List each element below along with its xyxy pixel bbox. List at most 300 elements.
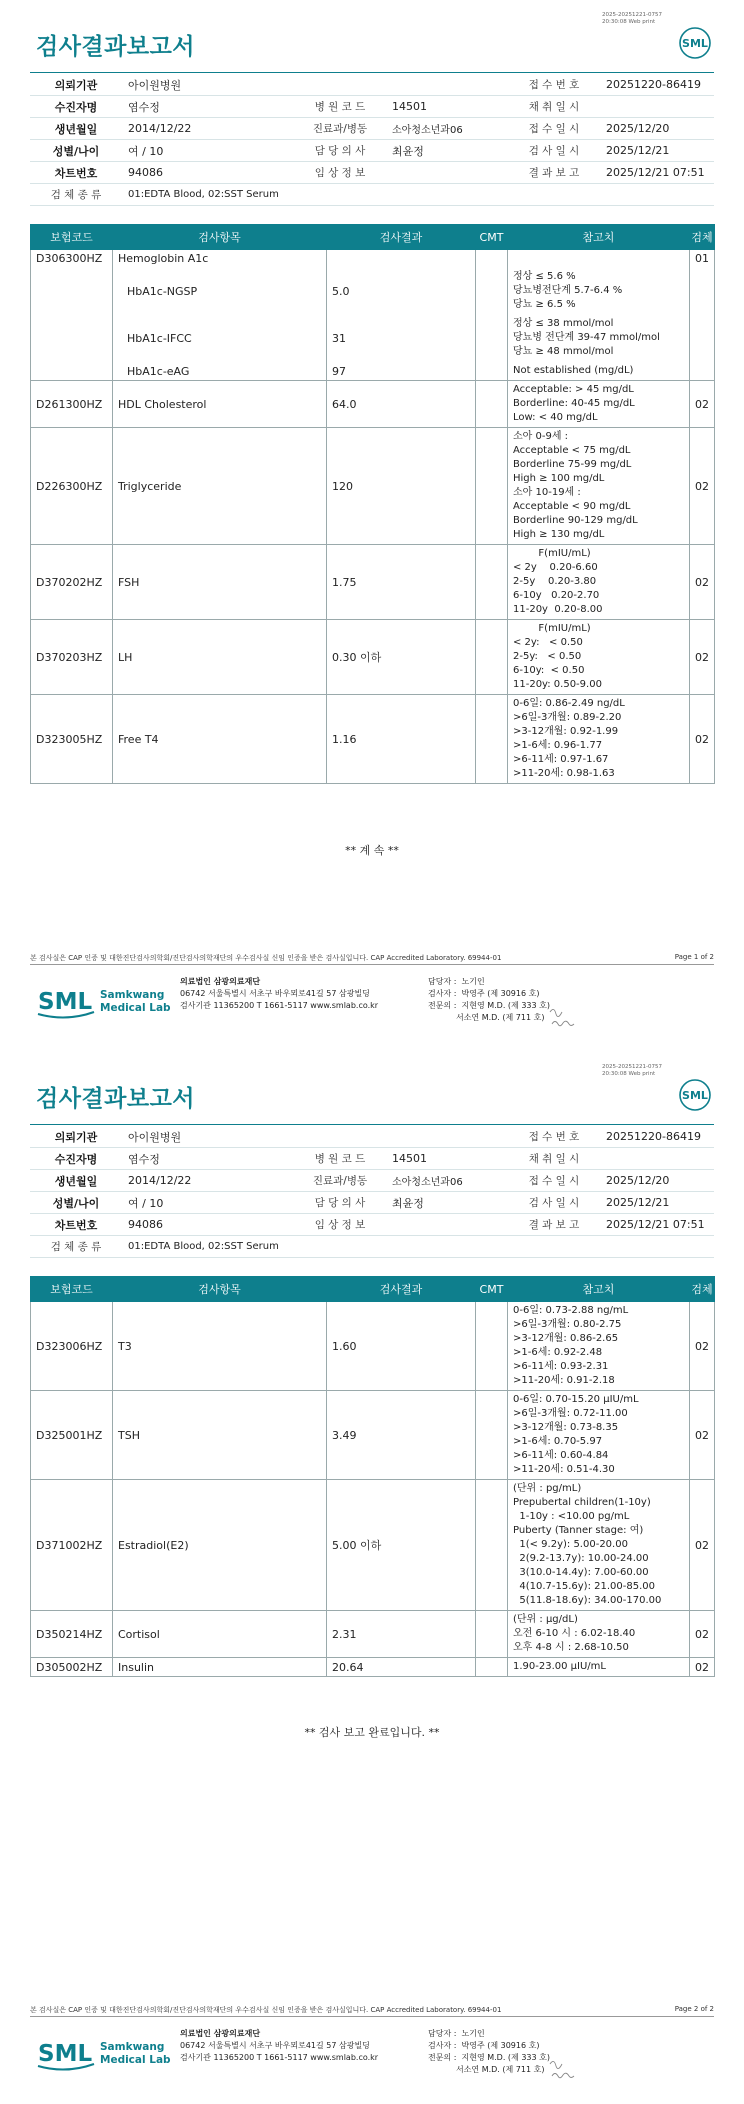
- info-value: [386, 1126, 508, 1148]
- reference-range: [508, 250, 690, 268]
- brand-line-1: Samkwang: [100, 989, 165, 1001]
- reference-range: [508, 620, 690, 695]
- result-row: [31, 381, 715, 428]
- test-name: TSH: [113, 1391, 327, 1480]
- info-label: 차트번호: [30, 1214, 122, 1236]
- results-header-row: [31, 225, 715, 250]
- info-label: 결 과 보 고: [508, 1214, 600, 1236]
- staff-line: 전문의 : 지현영 M.D. (제 333 호): [428, 2053, 550, 2062]
- result-row: [31, 268, 715, 315]
- completion-note: ** 검사 보고 완료입니다. **: [304, 1726, 440, 1739]
- signature-icon: [544, 2056, 584, 2086]
- lab-address: 06742 서울특별시 서초구 바우뫼로41길 57 삼광빌딩: [180, 989, 370, 998]
- reference-range: [508, 381, 690, 428]
- info-label: 수진자명: [30, 1148, 122, 1170]
- reference-line: Borderline 75-99 mg/dL: [513, 459, 632, 470]
- test-comment: [476, 315, 508, 362]
- info-label: 진료과/병동: [294, 1170, 386, 1192]
- brand-line-2: Medical Lab: [100, 2054, 171, 2066]
- test-code: [31, 268, 113, 315]
- title-divider: [30, 1124, 714, 1125]
- info-row: [30, 74, 714, 96]
- reference-line: Acceptable < 90 mg/dL: [513, 501, 631, 512]
- specimen-code: 02: [690, 1611, 715, 1658]
- info-value: 여 / 10: [122, 1192, 294, 1214]
- test-comment: [476, 362, 508, 381]
- reference-line: 5(11.8-18.6y): 34.00-170.00: [513, 1595, 662, 1606]
- info-label: 병 원 코 드: [294, 96, 386, 118]
- reference-line: 1.90-23.00 μIU/mL: [513, 1661, 606, 1672]
- reference-line: 소아 0-9세 :: [513, 431, 569, 442]
- reference-line: 오전 6-10 시 : 6.02-18.40: [513, 1628, 636, 1639]
- test-comment: [476, 1391, 508, 1480]
- reference-line: Acceptable: > 45 mg/dL: [513, 384, 634, 395]
- reference-line: 정상 ≤ 5.6 %: [513, 271, 576, 282]
- reference-line: 2-5y: < 0.50: [513, 651, 582, 662]
- test-name: HbA1c-NGSP: [113, 268, 327, 315]
- test-comment: [476, 428, 508, 545]
- reference-line: 소아 10-19세 :: [513, 487, 581, 498]
- test-name: Triglyceride: [113, 428, 327, 545]
- info-row: [30, 96, 714, 118]
- accreditation-text: 본 검사실은 CAP 인증 및 대한진단검사의학회/진단검사의학재단의 우수검사실 신임 인증을 받은 검사실입니다. CAP Accredited Laboratory. 69944-01: [30, 954, 502, 962]
- brand-line-1: Samkwang: [100, 2041, 165, 2053]
- reference-range: [508, 1611, 690, 1658]
- header-cmt: CMT: [476, 1277, 508, 1302]
- info-row: [30, 1148, 714, 1170]
- info-value: [600, 1148, 714, 1170]
- test-name: Insulin: [113, 1658, 327, 1677]
- reference-line: >11-20세: 0.98-1.63: [513, 768, 615, 779]
- test-comment: [476, 1611, 508, 1658]
- info-row: [30, 1192, 714, 1214]
- patient-info-table: [30, 1126, 714, 1258]
- results-table: [30, 1276, 715, 1677]
- test-code: D306300HZ: [31, 250, 113, 268]
- svg-text:SML: SML: [682, 1089, 708, 1102]
- reference-line: >6-11세: 0.60-4.84: [513, 1450, 609, 1461]
- test-comment: [476, 381, 508, 428]
- info-label: 병 원 코 드: [294, 1148, 386, 1170]
- info-label: 차트번호: [30, 162, 122, 184]
- reference-line: (단위 : μg/dL): [513, 1614, 578, 1625]
- staff-line: 검사자 : 박영주 (제 30916 호): [428, 989, 540, 998]
- test-result: 64.0: [327, 381, 476, 428]
- info-label: 수진자명: [30, 96, 122, 118]
- reference-line: Borderline: 40-45 mg/dL: [513, 398, 635, 409]
- test-name: LH: [113, 620, 327, 695]
- test-result: 31: [327, 315, 476, 362]
- print-meta: [602, 1064, 662, 1078]
- test-code: [31, 362, 113, 381]
- result-row: [31, 1611, 715, 1658]
- reference-line: >1-6세: 0.70-5.97: [513, 1436, 603, 1447]
- reference-line: < 2y: < 0.50: [513, 637, 583, 648]
- brand-line-2: Medical Lab: [100, 1002, 171, 1014]
- test-name: FSH: [113, 545, 327, 620]
- reference-line: Prepubertal children(1-10y): [513, 1497, 651, 1508]
- info-value: 아이원병원: [122, 1126, 294, 1148]
- info-value: 소아청소년과06: [386, 118, 508, 140]
- reference-line: 6-10y 0.20-2.70: [513, 590, 600, 601]
- result-row: [31, 545, 715, 620]
- test-name: Free T4: [113, 695, 327, 784]
- reference-range: [508, 428, 690, 545]
- info-value: 01:EDTA Blood, 02:SST Serum: [122, 184, 714, 206]
- info-value: 01:EDTA Blood, 02:SST Serum: [122, 1236, 714, 1258]
- reference-line: Low: < 40 mg/dL: [513, 412, 598, 423]
- result-row: [31, 315, 715, 362]
- test-code: D323005HZ: [31, 695, 113, 784]
- specimen-code: [690, 362, 715, 381]
- info-label: [294, 74, 386, 96]
- info-label: 의뢰기관: [30, 1126, 122, 1148]
- info-label: 임 상 정 보: [294, 162, 386, 184]
- reference-line: >6-11세: 0.93-2.31: [513, 1361, 609, 1372]
- test-code: D371002HZ: [31, 1480, 113, 1611]
- info-value: [600, 96, 714, 118]
- header-code: 보험코드: [31, 225, 113, 250]
- staff-line: 전문의 : 지현영 M.D. (제 333 호): [428, 1001, 550, 1010]
- test-name: HbA1c-eAG: [113, 362, 327, 381]
- reference-line: 4(10.7-15.6y): 21.00-85.00: [513, 1581, 655, 1592]
- test-comment: [476, 1302, 508, 1391]
- info-label: 검 사 일 시: [508, 140, 600, 162]
- test-name: Cortisol: [113, 1611, 327, 1658]
- info-value: 94086: [122, 1214, 294, 1236]
- test-name: HbA1c-IFCC: [113, 315, 327, 362]
- report-title: 검사결과보고서: [36, 34, 196, 60]
- lab-footer: [36, 976, 716, 1036]
- reference-range: [508, 545, 690, 620]
- test-result: 0.30 이하: [327, 620, 476, 695]
- info-label: 생년월일: [30, 118, 122, 140]
- result-row: [31, 1391, 715, 1480]
- reference-line: >1-6세: 0.92-2.48: [513, 1347, 603, 1358]
- info-value: [386, 162, 508, 184]
- info-value: [386, 74, 508, 96]
- reference-line: >1-6세: 0.96-1.77: [513, 740, 603, 751]
- info-label: 진료과/병동: [294, 118, 386, 140]
- reference-range: [508, 1391, 690, 1480]
- samkwang-logo-icon: [36, 976, 186, 1026]
- reference-range: [508, 1480, 690, 1611]
- header-spec: 검체: [690, 225, 715, 250]
- info-label: 접 수 일 시: [508, 1170, 600, 1192]
- test-code: D370203HZ: [31, 620, 113, 695]
- info-value: 14501: [386, 1148, 508, 1170]
- report-title: 검사결과보고서: [36, 1086, 196, 1112]
- test-result: 5.0: [327, 268, 476, 315]
- reference-line: 당뇨병 전단계 39-47 mmol/mol: [513, 332, 660, 343]
- lab-contact: [180, 2028, 378, 2064]
- info-label: 생년월일: [30, 1170, 122, 1192]
- reference-line: 1(< 9.2y): 5.00-20.00: [513, 1539, 628, 1550]
- reference-range: [508, 268, 690, 315]
- info-label: 검 체 종 류: [30, 1236, 122, 1258]
- reference-line: 당뇨 ≥ 6.5 %: [513, 299, 576, 310]
- reference-range: [508, 695, 690, 784]
- info-value: 최윤정: [386, 140, 508, 162]
- header-ref: 참고치: [508, 1277, 690, 1302]
- test-result: [327, 250, 476, 268]
- info-row: [30, 184, 714, 206]
- info-label: 접 수 일 시: [508, 118, 600, 140]
- info-label: 담 당 의 사: [294, 1192, 386, 1214]
- results-table: [30, 224, 715, 784]
- info-value: 2025/12/21 07:51: [600, 1214, 714, 1236]
- lab-org-name: 의료법인 삼광의료재단: [180, 977, 261, 986]
- reference-line: Borderline 90-129 mg/dL: [513, 515, 638, 526]
- lab-contact: [180, 976, 378, 1012]
- test-comment: [476, 250, 508, 268]
- reference-line: 3(10.0-14.4y): 7.00-60.00: [513, 1567, 649, 1578]
- test-code: D226300HZ: [31, 428, 113, 545]
- reference-line: >11-20세: 0.91-2.18: [513, 1375, 615, 1386]
- info-value: 염수정: [122, 96, 294, 118]
- reference-line: >6일-3개월: 0.89-2.20: [513, 712, 622, 723]
- info-row: [30, 162, 714, 184]
- reference-line: >3-12개월: 0.86-2.65: [513, 1333, 619, 1344]
- result-row: [31, 1302, 715, 1391]
- footer-divider: [30, 2016, 714, 2017]
- header-code: 보험코드: [31, 1277, 113, 1302]
- test-code: D350214HZ: [31, 1611, 113, 1658]
- reference-line: 6-10y: < 0.50: [513, 665, 585, 676]
- header-ref: 참고치: [508, 225, 690, 250]
- lab-address: 06742 서울특별시 서초구 바우뫼로41길 57 삼광빌딩: [180, 2041, 370, 2050]
- reference-line: >6일-3개월: 0.72-11.00: [513, 1408, 628, 1419]
- info-label: 임 상 정 보: [294, 1214, 386, 1236]
- patient-info-table: [30, 74, 714, 206]
- page-number: Page 1 of 2: [674, 953, 714, 961]
- test-code: D370202HZ: [31, 545, 113, 620]
- specimen-code: 02: [690, 545, 715, 620]
- reference-line: Acceptable < 75 mg/dL: [513, 445, 631, 456]
- test-code: D325001HZ: [31, 1391, 113, 1480]
- info-value: 2025/12/21: [600, 1192, 714, 1214]
- info-value: 최윤정: [386, 1192, 508, 1214]
- info-label: 검 사 일 시: [508, 1192, 600, 1214]
- continuation-note: ** 계 속 **: [345, 844, 399, 857]
- info-value: 20251220-86419: [600, 74, 714, 96]
- reference-line: 11-20y 0.20-8.00: [513, 604, 603, 615]
- test-result: 20.64: [327, 1658, 476, 1677]
- header-result: 검사결과: [327, 1277, 476, 1302]
- reference-line: 0-6일: 0.73-2.88 ng/mL: [513, 1305, 629, 1316]
- test-comment: [476, 545, 508, 620]
- info-value: [386, 1214, 508, 1236]
- staff-line: 담당자 : 노기인: [428, 2029, 485, 2038]
- reference-line: (단위 : pg/mL): [513, 1483, 582, 1494]
- print-meta-line: 2025-20251221-0757: [602, 12, 662, 18]
- info-label: 결 과 보 고: [508, 162, 600, 184]
- staff-line: 서소연 M.D. (제 711 호): [428, 2065, 545, 2074]
- reference-line: 0-6일: 0.86-2.49 ng/dL: [513, 698, 625, 709]
- info-value: 94086: [122, 162, 294, 184]
- info-value: 2025/12/21 07:51: [600, 162, 714, 184]
- reference-range: [508, 1658, 690, 1677]
- accreditation-text: 본 검사실은 CAP 인증 및 대한진단검사의학회/진단검사의학재단의 우수검사실 신임 인증을 받은 검사실입니다. CAP Accredited Laboratory. 69944-01: [30, 2006, 502, 2014]
- lab-phone: 검사기관 11365200 T 1661-5117 www.smlab.co.kr: [180, 2053, 379, 2062]
- reference-line: 당뇨 ≥ 48 mmol/mol: [513, 346, 614, 357]
- lab-org-name: 의료법인 삼광의료재단: [180, 2029, 261, 2038]
- report-page-2: [0, 1052, 744, 2104]
- test-result: 97: [327, 362, 476, 381]
- test-code: D261300HZ: [31, 381, 113, 428]
- specimen-code: 02: [690, 1658, 715, 1677]
- header-spec: 검체: [690, 1277, 715, 1302]
- test-comment: [476, 620, 508, 695]
- specimen-code: 02: [690, 428, 715, 545]
- result-row: [31, 250, 715, 268]
- reference-line: >6-11세: 0.97-1.67: [513, 754, 609, 765]
- lab-phone: 검사기관 11365200 T 1661-5117 www.smlab.co.kr: [180, 1001, 379, 1010]
- info-value: 여 / 10: [122, 140, 294, 162]
- reference-line: 2-5y 0.20-3.80: [513, 576, 597, 587]
- info-row: [30, 1236, 714, 1258]
- info-value: 14501: [386, 96, 508, 118]
- header-result: 검사결과: [327, 225, 476, 250]
- test-result: 2.31: [327, 1611, 476, 1658]
- test-result: 1.60: [327, 1302, 476, 1391]
- reference-line: High ≥ 100 mg/dL: [513, 473, 605, 484]
- info-value: 2014/12/22: [122, 118, 294, 140]
- result-row: [31, 1658, 715, 1677]
- reference-line: F(mIU/mL): [513, 623, 591, 634]
- reference-line: Not established (mg/dL): [513, 365, 634, 376]
- test-comment: [476, 268, 508, 315]
- test-name: Hemoglobin A1c: [113, 250, 327, 268]
- info-label: 담 당 의 사: [294, 140, 386, 162]
- info-row: [30, 1126, 714, 1148]
- header-item: 검사항목: [113, 225, 327, 250]
- test-result: 1.16: [327, 695, 476, 784]
- reference-line: 1-10y : <10.00 pg/mL: [513, 1511, 630, 1522]
- reference-line: 0-6일: 0.70-15.20 μIU/mL: [513, 1394, 639, 1405]
- reference-line: 당뇨병전단계 5.7-6.4 %: [513, 285, 623, 296]
- reference-line: < 2y 0.20-6.60: [513, 562, 598, 573]
- test-result: 5.00 이하: [327, 1480, 476, 1611]
- info-row: [30, 140, 714, 162]
- specimen-code: 02: [690, 620, 715, 695]
- reference-line: 오후 4-8 시 : 2.68-10.50: [513, 1642, 629, 1653]
- info-value: 2025/12/20: [600, 1170, 714, 1192]
- info-value: 아이원병원: [122, 74, 294, 96]
- info-value: 2025/12/20: [600, 118, 714, 140]
- test-code: [31, 315, 113, 362]
- info-value: 염수정: [122, 1148, 294, 1170]
- specimen-code: 02: [690, 695, 715, 784]
- staff-list: [428, 976, 550, 1024]
- info-label: 의뢰기관: [30, 74, 122, 96]
- staff-line: 검사자 : 박영주 (제 30916 호): [428, 2041, 540, 2050]
- specimen-code: 02: [690, 381, 715, 428]
- info-value: 2025/12/21: [600, 140, 714, 162]
- logo-mark-text: SML: [38, 2041, 93, 2067]
- reference-range: [508, 362, 690, 381]
- print-meta-line: 2025-20251221-0757: [602, 1064, 662, 1070]
- reference-line: F(mIU/mL): [513, 548, 591, 559]
- result-row: [31, 428, 715, 545]
- specimen-code: [690, 268, 715, 315]
- test-name: Estradiol(E2): [113, 1480, 327, 1611]
- reference-range: [508, 315, 690, 362]
- reference-line: >6일-3개월: 0.80-2.75: [513, 1319, 622, 1330]
- info-label: 접 수 번 호: [508, 74, 600, 96]
- results-header-row: [31, 1277, 715, 1302]
- info-label: 성별/나이: [30, 140, 122, 162]
- specimen-code: 01: [690, 250, 715, 268]
- reference-line: 정상 ≤ 38 mmol/mol: [513, 318, 614, 329]
- test-result: 3.49: [327, 1391, 476, 1480]
- info-label: 채 취 일 시: [508, 96, 600, 118]
- print-meta-line: 20:30:08 Web print: [602, 1071, 656, 1077]
- test-comment: [476, 1480, 508, 1611]
- reference-line: 11-20y: 0.50-9.00: [513, 679, 602, 690]
- test-name: T3: [113, 1302, 327, 1391]
- staff-list: [428, 2028, 550, 2076]
- reference-line: >3-12개월: 0.73-8.35: [513, 1422, 619, 1433]
- info-row: [30, 1170, 714, 1192]
- sml-logo-icon: [678, 26, 712, 60]
- logo-mark-text: SML: [38, 989, 93, 1015]
- result-row: [31, 362, 715, 381]
- info-label: 접 수 번 호: [508, 1126, 600, 1148]
- header-item: 검사항목: [113, 1277, 327, 1302]
- samkwang-logo-icon: [36, 2028, 186, 2078]
- info-value: 2014/12/22: [122, 1170, 294, 1192]
- test-comment: [476, 695, 508, 784]
- test-result: 1.75: [327, 545, 476, 620]
- lab-footer: [36, 2028, 716, 2088]
- reference-line: >3-12개월: 0.92-1.99: [513, 726, 619, 737]
- result-row: [31, 695, 715, 784]
- specimen-code: 02: [690, 1391, 715, 1480]
- info-value: 20251220-86419: [600, 1126, 714, 1148]
- title-divider: [30, 72, 714, 73]
- info-label: 성별/나이: [30, 1192, 122, 1214]
- sml-logo-icon: [678, 1078, 712, 1112]
- specimen-code: [690, 315, 715, 362]
- test-comment: [476, 1658, 508, 1677]
- test-name: HDL Cholesterol: [113, 381, 327, 428]
- test-code: D323006HZ: [31, 1302, 113, 1391]
- specimen-code: 02: [690, 1302, 715, 1391]
- reference-range: [508, 1302, 690, 1391]
- print-meta-line: 20:30:08 Web print: [602, 19, 656, 25]
- info-row: [30, 118, 714, 140]
- test-result: 120: [327, 428, 476, 545]
- test-code: D305002HZ: [31, 1658, 113, 1677]
- result-row: [31, 1480, 715, 1611]
- svg-text:SML: SML: [682, 37, 708, 50]
- info-label: 검 체 종 류: [30, 184, 122, 206]
- info-label: [294, 1126, 386, 1148]
- footer-divider: [30, 964, 714, 965]
- accreditation-note: [30, 953, 714, 963]
- reference-line: Puberty (Tanner stage: 여): [513, 1525, 644, 1536]
- staff-line: 담당자 : 노기인: [428, 977, 485, 986]
- info-label: 채 취 일 시: [508, 1148, 600, 1170]
- specimen-code: 02: [690, 1480, 715, 1611]
- signature-icon: [544, 1004, 584, 1034]
- print-meta: [602, 12, 662, 26]
- staff-line: 서소연 M.D. (제 711 호): [428, 1013, 545, 1022]
- reference-line: High ≥ 130 mg/dL: [513, 529, 605, 540]
- result-row: [31, 620, 715, 695]
- reference-line: 2(9.2-13.7y): 10.00-24.00: [513, 1553, 649, 1564]
